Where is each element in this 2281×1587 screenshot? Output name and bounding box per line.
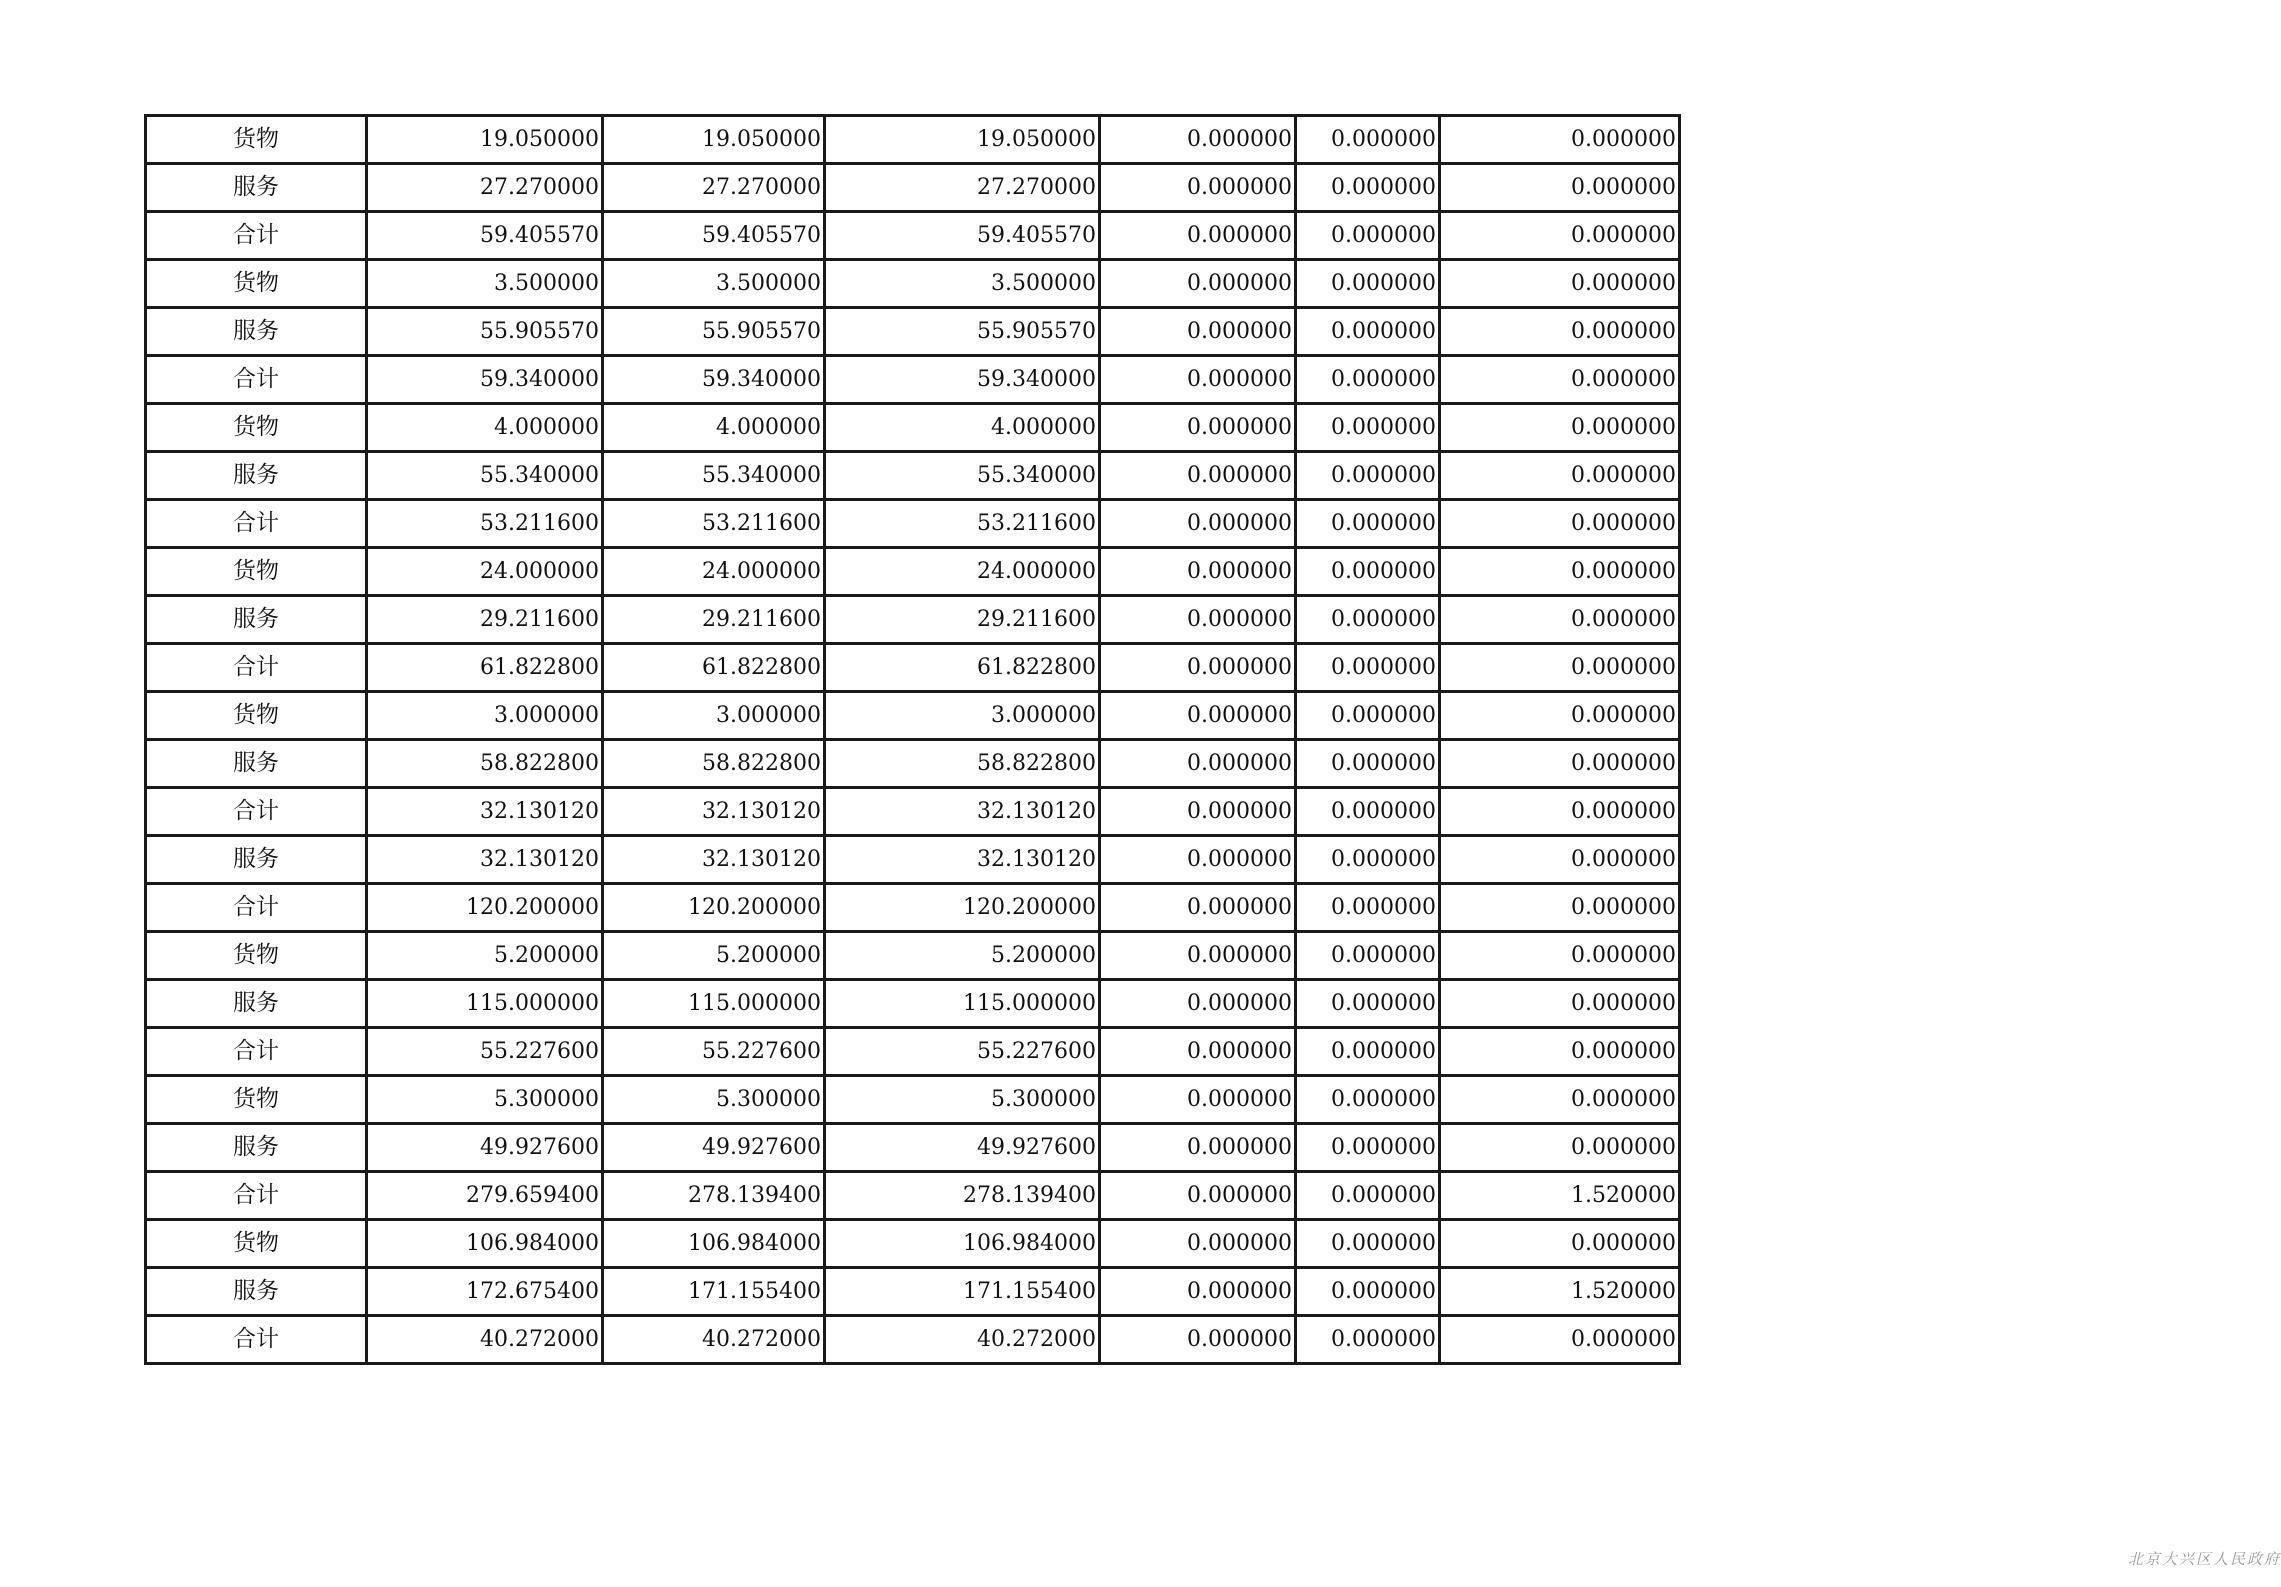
amount-cell: 32.130120 <box>367 836 603 884</box>
row-category-cell: 货物 <box>146 932 367 980</box>
amount-cell: 53.211600 <box>825 500 1100 548</box>
amount-cell: 59.340000 <box>603 356 825 404</box>
amount-cell: 0.000000 <box>1100 1028 1296 1076</box>
table-row <box>146 836 1680 884</box>
amount-cell: 0.000000 <box>1296 692 1440 740</box>
table-row <box>146 164 1680 212</box>
table-row <box>146 404 1680 452</box>
amount-cell: 278.139400 <box>825 1172 1100 1220</box>
amount-cell: 0.000000 <box>1100 980 1296 1028</box>
amount-cell: 115.000000 <box>367 980 603 1028</box>
amount-cell: 19.050000 <box>825 116 1100 164</box>
amount-cell: 0.000000 <box>1100 788 1296 836</box>
amount-cell: 0.000000 <box>1440 500 1680 548</box>
amount-cell: 59.340000 <box>825 356 1100 404</box>
amount-cell: 32.130120 <box>825 836 1100 884</box>
amount-cell: 29.211600 <box>825 596 1100 644</box>
amount-cell: 0.000000 <box>1100 1076 1296 1124</box>
row-category-cell: 合计 <box>146 644 367 692</box>
table-row <box>146 692 1680 740</box>
data-table <box>144 114 1681 1365</box>
amount-cell: 4.000000 <box>603 404 825 452</box>
table-row <box>146 1124 1680 1172</box>
amount-cell: 0.000000 <box>1296 1220 1440 1268</box>
amount-cell: 5.300000 <box>367 1076 603 1124</box>
amount-cell: 171.155400 <box>825 1268 1100 1316</box>
amount-cell: 0.000000 <box>1100 836 1296 884</box>
amount-cell: 0.000000 <box>1100 356 1296 404</box>
amount-cell: 0.000000 <box>1440 116 1680 164</box>
row-category-cell: 合计 <box>146 1028 367 1076</box>
amount-cell: 172.675400 <box>367 1268 603 1316</box>
amount-cell: 120.200000 <box>603 884 825 932</box>
amount-cell: 0.000000 <box>1100 1172 1296 1220</box>
amount-cell: 1.520000 <box>1440 1268 1680 1316</box>
amount-cell: 0.000000 <box>1100 1316 1296 1364</box>
table-row <box>146 548 1680 596</box>
amount-cell: 58.822800 <box>367 740 603 788</box>
amount-cell: 0.000000 <box>1100 500 1296 548</box>
amount-cell: 0.000000 <box>1296 932 1440 980</box>
amount-cell: 0.000000 <box>1100 1124 1296 1172</box>
row-category-cell: 合计 <box>146 1172 367 1220</box>
amount-cell: 0.000000 <box>1440 884 1680 932</box>
watermark: 北京大兴区人民政府 <box>2128 1550 2281 1568</box>
table-row <box>146 356 1680 404</box>
table-row <box>146 452 1680 500</box>
amount-cell: 279.659400 <box>367 1172 603 1220</box>
amount-cell: 27.270000 <box>367 164 603 212</box>
amount-cell: 0.000000 <box>1100 884 1296 932</box>
amount-cell: 4.000000 <box>367 404 603 452</box>
amount-cell: 61.822800 <box>825 644 1100 692</box>
amount-cell: 120.200000 <box>367 884 603 932</box>
amount-cell: 0.000000 <box>1100 260 1296 308</box>
amount-cell: 32.130120 <box>603 788 825 836</box>
amount-cell: 0.000000 <box>1296 452 1440 500</box>
amount-cell: 0.000000 <box>1100 116 1296 164</box>
table-row <box>146 1172 1680 1220</box>
amount-cell: 0.000000 <box>1440 452 1680 500</box>
amount-cell: 61.822800 <box>603 644 825 692</box>
amount-cell: 53.211600 <box>603 500 825 548</box>
amount-cell: 0.000000 <box>1440 356 1680 404</box>
row-category-cell: 合计 <box>146 788 367 836</box>
amount-cell: 3.000000 <box>367 692 603 740</box>
amount-cell: 0.000000 <box>1296 116 1440 164</box>
table-row <box>146 884 1680 932</box>
amount-cell: 55.340000 <box>825 452 1100 500</box>
amount-cell: 55.340000 <box>367 452 603 500</box>
amount-cell: 171.155400 <box>603 1268 825 1316</box>
amount-cell: 53.211600 <box>367 500 603 548</box>
amount-cell: 27.270000 <box>825 164 1100 212</box>
amount-cell: 106.984000 <box>825 1220 1100 1268</box>
amount-cell: 32.130120 <box>603 836 825 884</box>
amount-cell: 0.000000 <box>1440 1220 1680 1268</box>
amount-cell: 19.050000 <box>367 116 603 164</box>
amount-cell: 59.340000 <box>367 356 603 404</box>
amount-cell: 0.000000 <box>1296 404 1440 452</box>
row-category-cell: 服务 <box>146 1268 367 1316</box>
amount-cell: 0.000000 <box>1100 740 1296 788</box>
table-row <box>146 932 1680 980</box>
amount-cell: 0.000000 <box>1440 740 1680 788</box>
amount-cell: 59.405570 <box>825 212 1100 260</box>
amount-cell: 0.000000 <box>1440 644 1680 692</box>
row-category-cell: 合计 <box>146 356 367 404</box>
amount-cell: 0.000000 <box>1296 164 1440 212</box>
row-category-cell: 货物 <box>146 1220 367 1268</box>
row-category-cell: 合计 <box>146 500 367 548</box>
row-category-cell: 货物 <box>146 116 367 164</box>
amount-cell: 5.200000 <box>825 932 1100 980</box>
amount-cell: 0.000000 <box>1296 500 1440 548</box>
amount-cell: 59.405570 <box>367 212 603 260</box>
amount-cell: 27.270000 <box>603 164 825 212</box>
amount-cell: 55.905570 <box>603 308 825 356</box>
amount-cell: 0.000000 <box>1296 1028 1440 1076</box>
amount-cell: 61.822800 <box>367 644 603 692</box>
table-row <box>146 740 1680 788</box>
amount-cell: 0.000000 <box>1100 692 1296 740</box>
amount-cell: 0.000000 <box>1440 164 1680 212</box>
table-row <box>146 1028 1680 1076</box>
amount-cell: 0.000000 <box>1440 836 1680 884</box>
amount-cell: 32.130120 <box>367 788 603 836</box>
row-category-cell: 服务 <box>146 980 367 1028</box>
amount-cell: 40.272000 <box>825 1316 1100 1364</box>
row-category-cell: 服务 <box>146 836 367 884</box>
amount-cell: 0.000000 <box>1440 404 1680 452</box>
amount-cell: 0.000000 <box>1440 692 1680 740</box>
amount-cell: 24.000000 <box>825 548 1100 596</box>
row-category-cell: 服务 <box>146 164 367 212</box>
amount-cell: 0.000000 <box>1296 596 1440 644</box>
row-category-cell: 服务 <box>146 596 367 644</box>
amount-cell: 0.000000 <box>1100 1220 1296 1268</box>
amount-cell: 0.000000 <box>1440 1316 1680 1364</box>
amount-cell: 0.000000 <box>1100 932 1296 980</box>
amount-cell: 0.000000 <box>1296 644 1440 692</box>
amount-cell: 106.984000 <box>603 1220 825 1268</box>
amount-cell: 0.000000 <box>1440 788 1680 836</box>
amount-cell: 55.905570 <box>825 308 1100 356</box>
amount-cell: 0.000000 <box>1296 788 1440 836</box>
amount-cell: 29.211600 <box>367 596 603 644</box>
table-row <box>146 1268 1680 1316</box>
amount-cell: 0.000000 <box>1296 548 1440 596</box>
table-row <box>146 644 1680 692</box>
amount-cell: 3.500000 <box>825 260 1100 308</box>
amount-cell: 0.000000 <box>1296 980 1440 1028</box>
amount-cell: 0.000000 <box>1100 404 1296 452</box>
amount-cell: 5.300000 <box>603 1076 825 1124</box>
amount-cell: 49.927600 <box>367 1124 603 1172</box>
amount-cell: 3.500000 <box>603 260 825 308</box>
row-category-cell: 货物 <box>146 692 367 740</box>
amount-cell: 0.000000 <box>1440 548 1680 596</box>
row-category-cell: 服务 <box>146 740 367 788</box>
table-row <box>146 1076 1680 1124</box>
amount-cell: 0.000000 <box>1296 836 1440 884</box>
amount-cell: 0.000000 <box>1296 1268 1440 1316</box>
row-category-cell: 货物 <box>146 548 367 596</box>
table-row <box>146 260 1680 308</box>
amount-cell: 0.000000 <box>1296 884 1440 932</box>
amount-cell: 106.984000 <box>367 1220 603 1268</box>
amount-cell: 3.000000 <box>603 692 825 740</box>
amount-cell: 0.000000 <box>1440 1076 1680 1124</box>
amount-cell: 0.000000 <box>1440 308 1680 356</box>
amount-cell: 0.000000 <box>1440 260 1680 308</box>
amount-cell: 40.272000 <box>367 1316 603 1364</box>
amount-cell: 58.822800 <box>603 740 825 788</box>
amount-cell: 0.000000 <box>1440 980 1680 1028</box>
row-category-cell: 合计 <box>146 212 367 260</box>
row-category-cell: 货物 <box>146 404 367 452</box>
amount-cell: 115.000000 <box>603 980 825 1028</box>
amount-cell: 0.000000 <box>1296 740 1440 788</box>
amount-cell: 0.000000 <box>1100 644 1296 692</box>
amount-cell: 4.000000 <box>825 404 1100 452</box>
amount-cell: 32.130120 <box>825 788 1100 836</box>
amount-cell: 5.200000 <box>367 932 603 980</box>
row-category-cell: 服务 <box>146 452 367 500</box>
amount-cell: 0.000000 <box>1296 212 1440 260</box>
amount-cell: 0.000000 <box>1440 596 1680 644</box>
amount-cell: 40.272000 <box>603 1316 825 1364</box>
amount-cell: 55.340000 <box>603 452 825 500</box>
amount-cell: 55.227600 <box>825 1028 1100 1076</box>
table-row <box>146 596 1680 644</box>
table-body <box>146 116 1680 1364</box>
amount-cell: 0.000000 <box>1296 1316 1440 1364</box>
amount-cell: 0.000000 <box>1100 596 1296 644</box>
amount-cell: 0.000000 <box>1296 260 1440 308</box>
row-category-cell: 服务 <box>146 1124 367 1172</box>
amount-cell: 0.000000 <box>1100 548 1296 596</box>
amount-cell: 3.000000 <box>825 692 1100 740</box>
amount-cell: 24.000000 <box>367 548 603 596</box>
amount-cell: 59.405570 <box>603 212 825 260</box>
amount-cell: 5.300000 <box>825 1076 1100 1124</box>
amount-cell: 55.227600 <box>603 1028 825 1076</box>
amount-cell: 58.822800 <box>825 740 1100 788</box>
amount-cell: 0.000000 <box>1100 308 1296 356</box>
table-row <box>146 788 1680 836</box>
table-row <box>146 980 1680 1028</box>
amount-cell: 24.000000 <box>603 548 825 596</box>
amount-cell: 19.050000 <box>603 116 825 164</box>
row-category-cell: 合计 <box>146 884 367 932</box>
table-row <box>146 500 1680 548</box>
amount-cell: 0.000000 <box>1440 932 1680 980</box>
amount-cell: 0.000000 <box>1296 1124 1440 1172</box>
table-row <box>146 1316 1680 1364</box>
amount-cell: 120.200000 <box>825 884 1100 932</box>
amount-cell: 0.000000 <box>1296 1076 1440 1124</box>
amount-cell: 0.000000 <box>1296 1172 1440 1220</box>
amount-cell: 278.139400 <box>603 1172 825 1220</box>
amount-cell: 5.200000 <box>603 932 825 980</box>
table-row <box>146 1220 1680 1268</box>
amount-cell: 0.000000 <box>1440 1124 1680 1172</box>
table-row <box>146 116 1680 164</box>
table-row <box>146 212 1680 260</box>
amount-cell: 0.000000 <box>1100 452 1296 500</box>
amount-cell: 55.227600 <box>367 1028 603 1076</box>
amount-cell: 1.520000 <box>1440 1172 1680 1220</box>
amount-cell: 0.000000 <box>1296 308 1440 356</box>
amount-cell: 49.927600 <box>825 1124 1100 1172</box>
row-category-cell: 货物 <box>146 1076 367 1124</box>
amount-cell: 0.000000 <box>1296 356 1440 404</box>
row-category-cell: 合计 <box>146 1316 367 1364</box>
amount-cell: 49.927600 <box>603 1124 825 1172</box>
amount-cell: 0.000000 <box>1440 212 1680 260</box>
amount-cell: 115.000000 <box>825 980 1100 1028</box>
table-row <box>146 308 1680 356</box>
amount-cell: 0.000000 <box>1440 1028 1680 1076</box>
amount-cell: 0.000000 <box>1100 1268 1296 1316</box>
amount-cell: 0.000000 <box>1100 164 1296 212</box>
amount-cell: 55.905570 <box>367 308 603 356</box>
amount-cell: 0.000000 <box>1100 212 1296 260</box>
amount-cell: 29.211600 <box>603 596 825 644</box>
amount-cell: 3.500000 <box>367 260 603 308</box>
row-category-cell: 服务 <box>146 308 367 356</box>
row-category-cell: 货物 <box>146 260 367 308</box>
